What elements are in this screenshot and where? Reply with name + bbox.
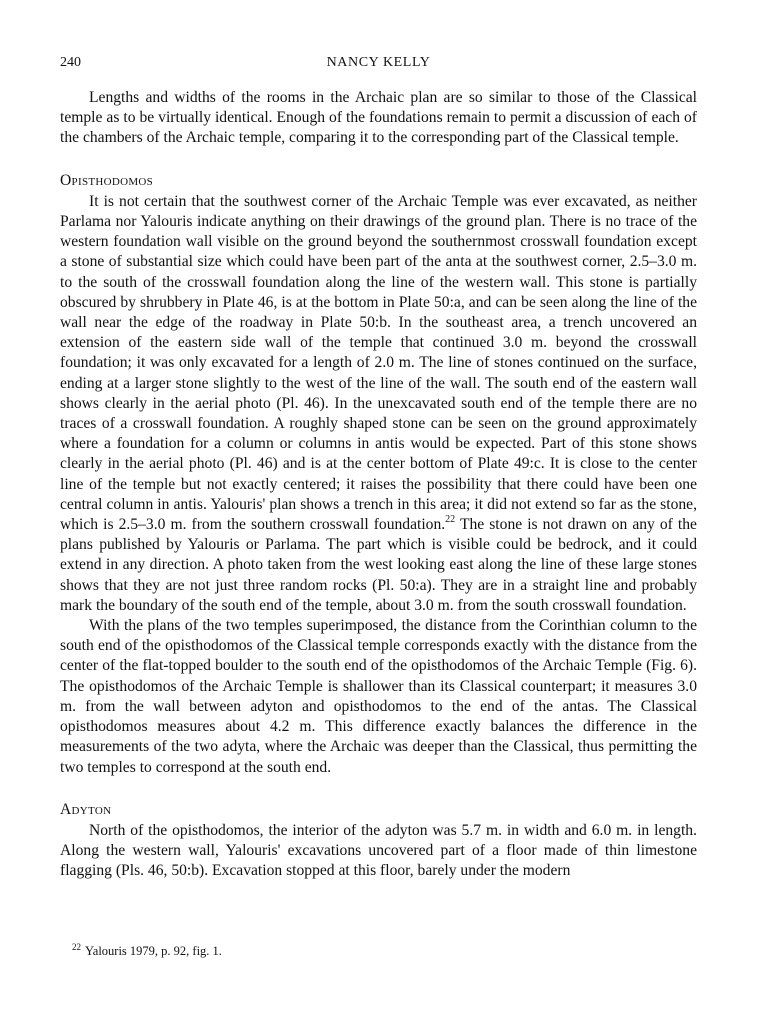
paragraph-text: The stone is not drawn on any of the plans published by Yalouris or Parlama. The part which is visible could be bedrock, and it could extend in any direction. A photo taken from the west looking east along the line of these large stones shows that they are not just three random rocks (Pl. 50:a). They are in a straight line and probably mark the boundary of the south end of the temple, about 3.0 m. from the south crosswall foundation. [60,516,697,614]
body-text [60,88,697,882]
running-head: NANCY KELLY [326,55,431,70]
adyton-paragraph-1: North of the opisthodomos, the interior of the adyton was 5.7 m. in width and 6.0 m. in length. Along the western wall, Yalouris' excavations uncovered part of a floor made of thin limestone flagging (Pls. 46, 50:b). Excavation stopped at this floor, barely under the modern [60,821,697,880]
opisthodomos-paragraph-1 [60,192,697,616]
page-number: 240 [60,55,81,70]
section-heading-opisthodomos: Opisthodomos [60,171,154,189]
footnote-text: Yalouris 1979, p. 92, fig. 1. [85,944,222,958]
section-heading-adyton: Adyton [60,800,112,818]
footnote [60,943,697,959]
page-header [60,53,697,73]
opisthodomos-paragraph-2: With the plans of the two temples superimposed, the distance from the Corinthian column to the south end of the opisthodomos of the Classical temple corresponds exactly with the distance from the center of the flat-topped boulder to the south end of the opisthodomos of the Archaic Temple (Fig. 6). The opisthodomos of the Archaic Temple is shallower than its Classical counterpart; it measures 3.0 m. from the wall between adyton and opisthodomos to the end of the antas. The Classical opisthodomos measures about 4.2 m. This difference exactly balances the difference in the measurements of the two adyta, where the Archaic was deeper than the Classical, thus permitting the two temples to correspond at the south end. [60,617,697,776]
footnote-reference[interactable]: 22 [445,513,456,525]
footnote-number: 22 [72,941,81,952]
paragraph-text: It is not certain that the southwest corner of the Archaic Temple was ever excavated, as neither Parlama nor Yalouris indicate anything on their drawings of the ground plan. There is no trace of the western foundation wall visible on the ground beyond the southernmost crosswall foundation except a stone of substantial size which could have been part of the anta at the southwest corner, 2.5–3.0 m. to the south of the crosswall foundation along the line of the western wall. This stone is partially obscured by shrubbery in Plate 46, is at the bottom in Plate 50:a, and can be seen along the line of the wall near the edge of the roadway in Plate 50:b. In the southeast area, a trench uncovered an extension of the eastern side wall of the temple that continued 3.0 m. beyond the crosswall foundation; it was only excavated for a length of 2.0 m. The line of stones continued on the surface, ending at a larger stone slightly to the west of the line of the wall. The south end of the eastern wall shows clearly in the aerial photo (Pl. 46). In the unexcavated south end of the temple there are no traces of a crosswall foundation. A roughly shaped stone can be seen on the ground approximately where a foundation for a column or columns in antis would be expected. Part of this stone shows clearly in the aerial photo (Pl. 46) and is at the center bottom of Plate 49:c. It is close to the center line of the temple but not exactly centered; it raises the possibility that there could have been one central column in antis. Yalouris' plan shows a trench in this area; it did not extend so far as the stone, which is 2.5–3.0 m. from the southern crosswall foundation. [60,192,697,534]
intro-paragraph: Lengths and widths of the rooms in the Archaic plan are so similar to those of the Classical temple as to be virtually identical. Enough of the foundations remain to permit a discussion of each of the chambers of the Archaic temple, comparing it to the corresponding part of the Classical temple. [60,89,697,147]
